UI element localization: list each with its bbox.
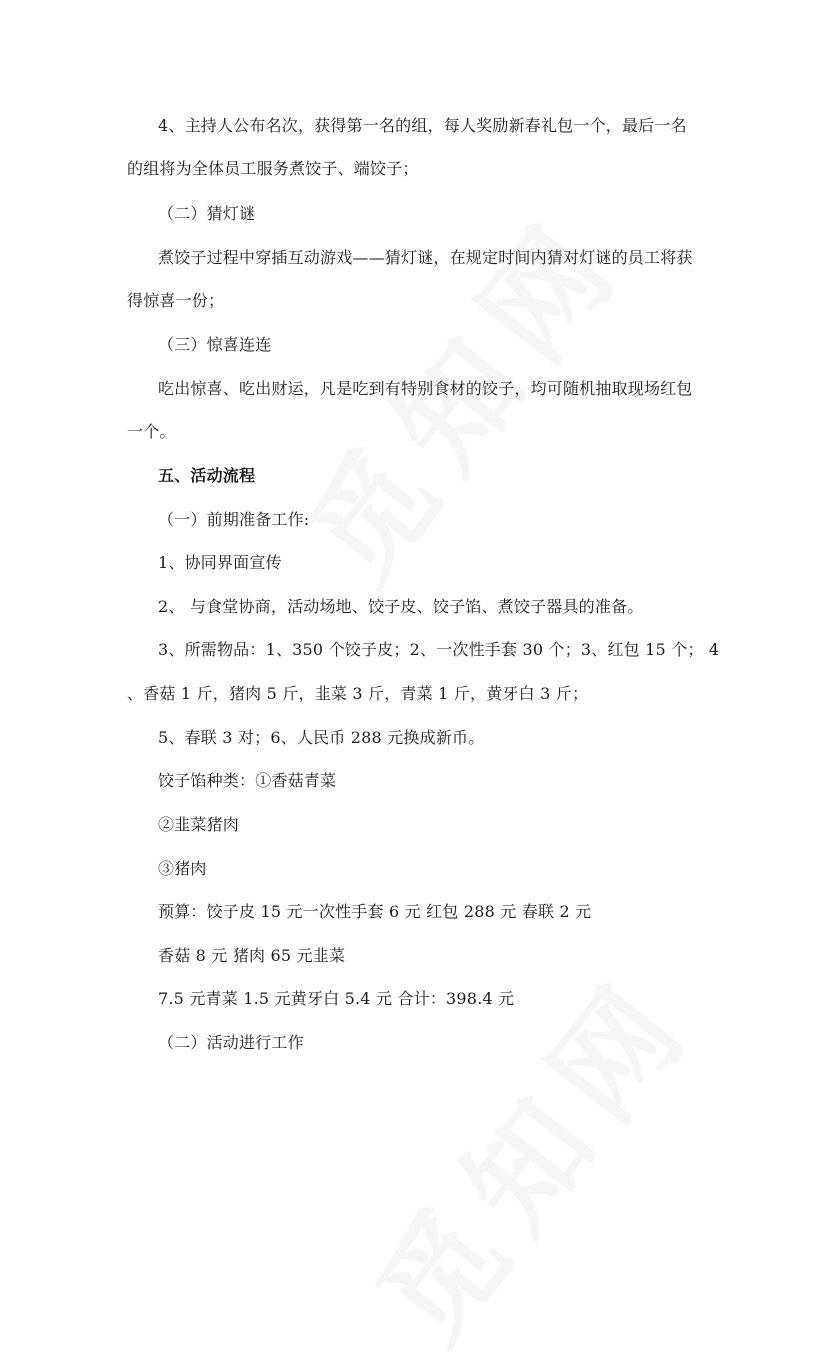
paragraph-line: 7.5 元青菜 1.5 元黄牙白 5.4 元 合计：398.4 元 <box>158 989 515 1008</box>
paragraph-line: 、香菇 1 斤，猪肉 5 斤，韭菜 3 斤，青菜 1 斤，黄牙白 3 斤； <box>127 684 589 703</box>
paragraph-line: 香菇 8 元 猪肉 65 元韭菜 <box>158 946 346 965</box>
section-heading: （二）活动进行工作 <box>158 1033 304 1052</box>
chapter-heading: 五、活动流程 <box>158 466 256 485</box>
paragraph-line: 预算：饺子皮 15 元一次性手套 6 元 红包 288 元 春联 2 元 <box>158 902 592 921</box>
paragraph-line: ②韭菜猪肉 <box>158 815 240 834</box>
paragraph-line: 5、春联 3 对；6、人民币 288 元换成新币。 <box>158 728 485 747</box>
paragraph-line: 煮饺子过程中穿插互动游戏——猜灯谜，在规定时间内猜对灯谜的员工将获 <box>158 248 693 267</box>
paragraph-line: 饺子馅种类：①香菇青菜 <box>158 771 337 790</box>
paragraph-line: 的组将为全体员工服务煮饺子、端饺子； <box>127 159 419 178</box>
paragraph-line: 一个。 <box>127 422 176 441</box>
paragraph-line: 3、所需物品：1、350 个饺子皮；2、一次性手套 30 个；3、红包 15 个； 4 <box>158 640 720 659</box>
watermark <box>261 221 618 611</box>
paragraph-line: 4、主持人公布名次，获得第一名的组，每人奖励新春礼包一个，最后一名 <box>158 116 687 135</box>
section-heading: （一）前期准备工作: <box>158 510 310 529</box>
paragraph-line: 1、协同界面宣传 <box>158 553 282 572</box>
watermark <box>331 981 688 1371</box>
section-heading: （三）惊喜连连 <box>158 335 272 354</box>
paragraph-line: 得惊喜一份； <box>127 291 225 310</box>
paragraph-line: 吃出惊喜、吃出财运，凡是吃到有特别食材的饺子，均可随机抽取现场红包 <box>158 379 693 398</box>
section-heading: （二）猜灯谜 <box>158 204 256 223</box>
paragraph-line: ③猪肉 <box>158 859 207 878</box>
paragraph-line: 2、 与食堂协商，活动场地、饺子皮、饺子馅、煮饺子器具的准备。 <box>158 597 644 616</box>
